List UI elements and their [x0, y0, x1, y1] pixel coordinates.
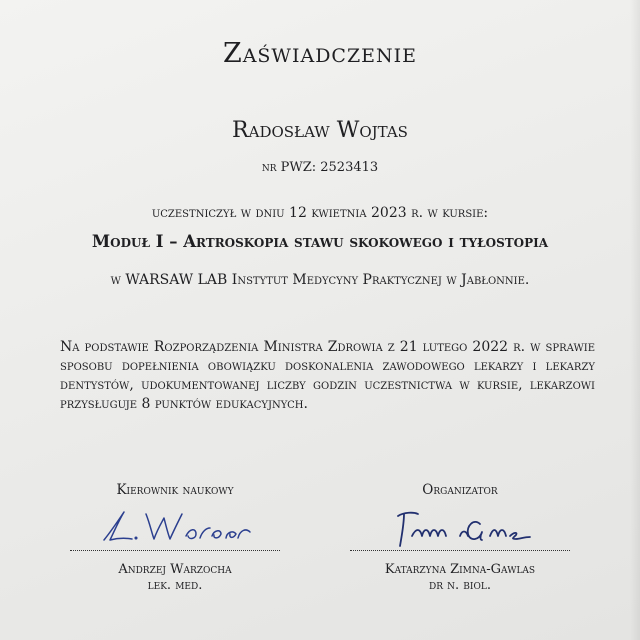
certificate-title: Zaświadczenie	[222, 38, 418, 69]
handwritten-signature-left	[90, 504, 260, 546]
signature-line-left	[70, 550, 280, 551]
signer-name-right: Katarzyna Zimna-Gawlas	[384, 562, 536, 577]
paper-edge-shadow	[630, 0, 640, 640]
svg-text:Zimna-Gawlas: Zimna-Gawlas	[461, 548, 469, 549]
handwritten-signature-right	[390, 506, 540, 550]
course-title: Moduł I – Artroskopia stawu skokowego i tyłostopia	[91, 232, 549, 251]
signature-block-left	[70, 482, 280, 592]
signer-title-left: lek. med.	[147, 578, 203, 593]
signature-block-right	[350, 482, 570, 592]
institution-line: w WARSAW LAB Instytut Medycyny Praktycznej w Jabłonnie.	[110, 272, 530, 288]
signature-line-right	[350, 550, 570, 551]
signer-title-right: dr n. biol.	[429, 578, 491, 593]
svg-text:L. Warzocha: L. Warzocha	[171, 544, 179, 545]
pwz-number: nr PWZ: 2523413	[261, 160, 379, 175]
participation-line: uczestniczył w dniu 12 kwietnia 2023 r. w kursie:	[151, 205, 489, 221]
legal-basis-paragraph: Na podstawie Rozporządzenia Ministra Zdrowia z 21 lutego 2022 r. w sprawie sposobu dopełnienia obowiązku doskonalenia zawodowego lekarzy i lekarzy dentystów, udokumentowanej liczby godzin uczestnictwa w kursie, lekarzowi przysługuje 8 punktów edukacyjnych.	[60, 339, 595, 412]
signature-role-right: Organizator	[422, 482, 498, 498]
signer-name-left: Andrzej Warzocha	[118, 562, 232, 577]
recipient-name: Radosław Wojtas	[232, 118, 408, 143]
signature-role-left: Kierownik naukowy	[116, 482, 234, 498]
